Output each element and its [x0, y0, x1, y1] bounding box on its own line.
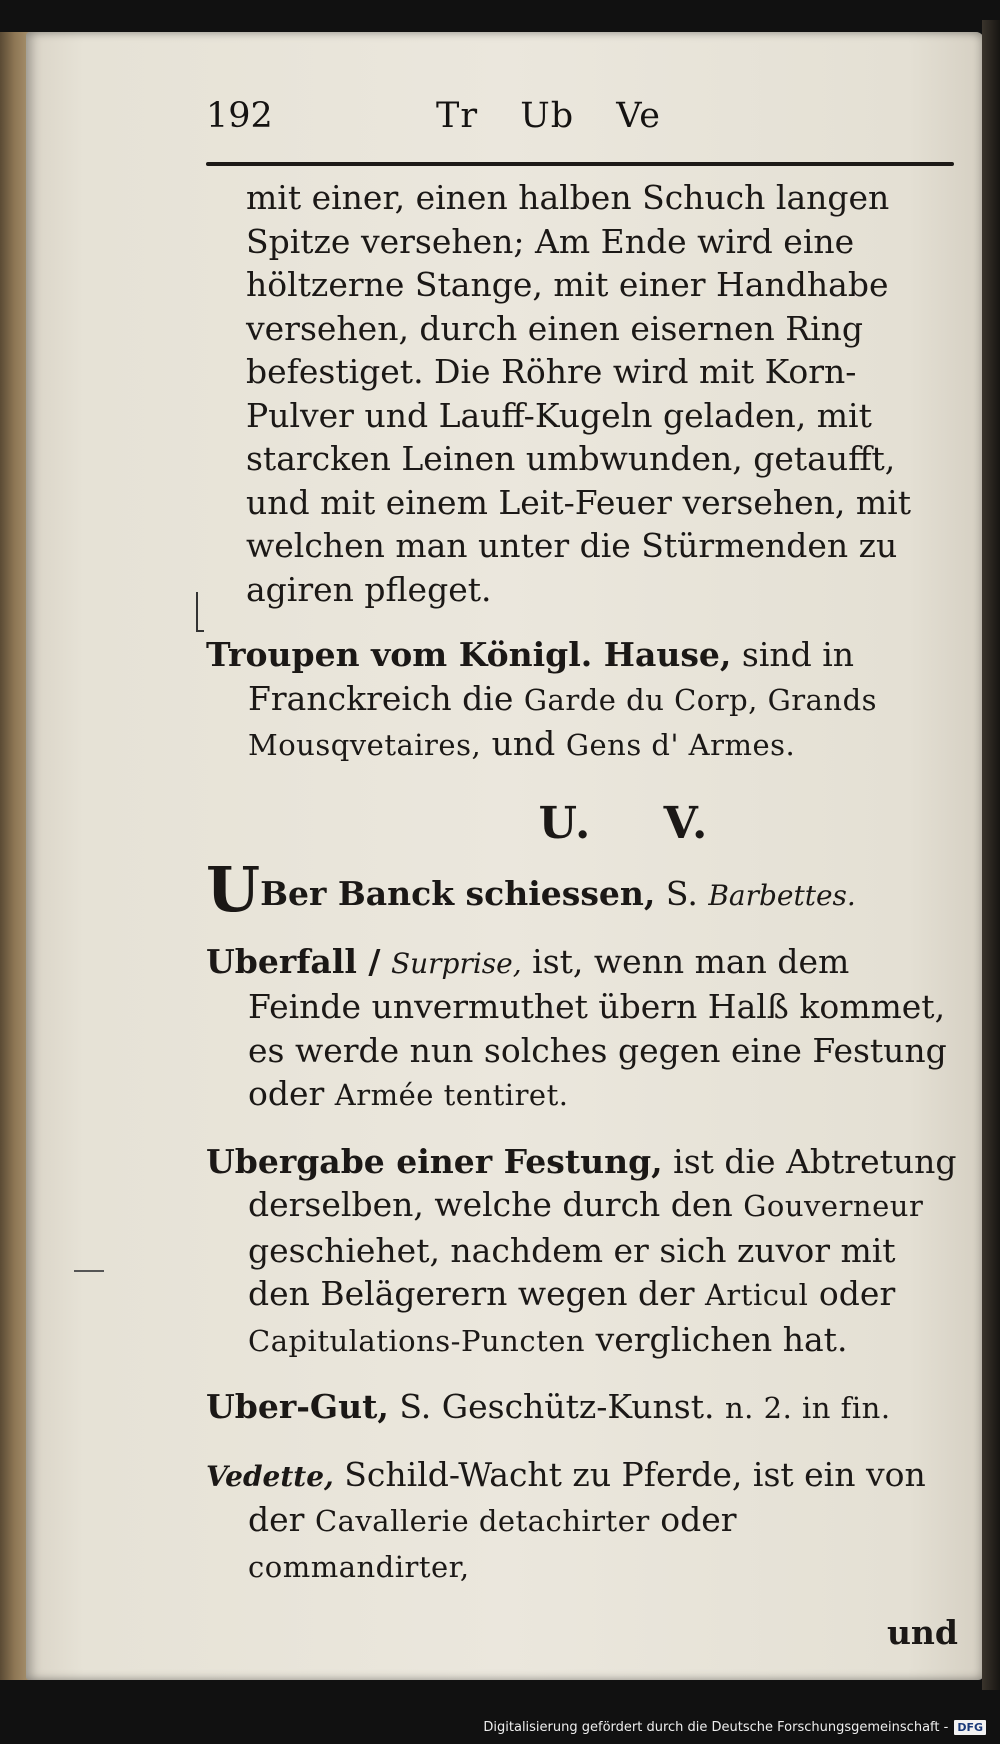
continuation-paragraph: mit einer, einen halben Schuch langen Spitze versehen; Am Ende wird eine höltzerne Stange, mit einer Handhabe versehen, durch einen eisernen Ring befestiget. Die Röhre wird mit Korn-Pulver und Lauff-Kugeln geladen, mit starcken Leinen umbwunden, getaufft, und mit einem Leit-Feuer versehen, mit welchen man unter die Stürmenden zu agiren pfleget. [246, 178, 911, 609]
header-rule [206, 162, 954, 166]
latin-text: Surprise, [390, 946, 522, 980]
entry-text: ist, wenn man dem Feinde unvermuthet übern Halß kommet, es werde nun solches gegen eine Festung oder [248, 941, 947, 1113]
entry-term: Ber Banck schiessen, [260, 874, 656, 913]
cross-reference: S. [665, 874, 698, 913]
latin-text: Garde du Corp, Grands Mousqvetaires, [248, 682, 878, 762]
entry-term: Troupen vom Königl. Hause, [206, 635, 732, 674]
entry-term: Uber-Gut, [206, 1387, 389, 1426]
entry-text: sind in Franckreich die [248, 635, 855, 718]
latin-text: Gouverneur [743, 1189, 924, 1223]
entry-troupen [206, 633, 962, 768]
entry-ubergabe [206, 1140, 962, 1364]
entry-text: oder [660, 1500, 737, 1539]
entry-text: und [491, 724, 556, 763]
latin-text: Barbettes. [708, 879, 856, 912]
entry-term: Uberfall / [206, 941, 381, 981]
latin-text: n. 2. in fin. [725, 1391, 891, 1425]
entry-term: Ubergabe einer Festung, [206, 1141, 663, 1181]
entry-uberfall [206, 940, 962, 1118]
entry-uber-gut [206, 1385, 962, 1431]
entry-text: ist die Abtretung derselben, welche durch den [248, 1141, 957, 1224]
latin-text: Capitulations-Puncten [248, 1323, 586, 1358]
entry-text: verglichen hat. [595, 1319, 848, 1359]
entry-text: Schild-Wacht zu Pferde, ist ein von der [248, 1454, 926, 1539]
margin-bracket [196, 592, 204, 632]
entry-uber-banck [206, 853, 962, 926]
cross-reference: S. Geschütz-Kunst. [399, 1387, 715, 1426]
catchword: und [886, 1613, 958, 1652]
drop-initial: U [206, 853, 261, 926]
credit-text: Digitalisierung gefördert durch die Deutsche Forschungsgemeinschaft - [483, 1719, 949, 1735]
section-heading: U. V. [538, 797, 710, 849]
latin-text: Cavallerie detachirter [314, 1504, 650, 1538]
latin-text: Gens d' Armes. [565, 728, 796, 762]
headwords: Tr Ub Ve [436, 96, 662, 136]
latin-text: commandirter, [248, 1549, 470, 1584]
dfg-logo-icon: DFG [954, 1720, 986, 1735]
entry-text: oder [818, 1274, 896, 1313]
latin-text: Armée tentiret. [334, 1078, 569, 1112]
running-head [206, 96, 956, 144]
page-edge-shadow [982, 20, 1000, 1690]
page-text [206, 176, 962, 1655]
latin-text: Articul [704, 1278, 809, 1312]
page-number: 192 [206, 96, 273, 136]
entry-text: geschiehet, nachdem er sich zuvor mit den Belägerern wegen der [248, 1230, 896, 1313]
margin-dash [74, 1270, 104, 1272]
entry-term: Vedette, [206, 1459, 334, 1493]
entry-vedette [206, 1453, 962, 1590]
digitization-credit [483, 1716, 986, 1738]
